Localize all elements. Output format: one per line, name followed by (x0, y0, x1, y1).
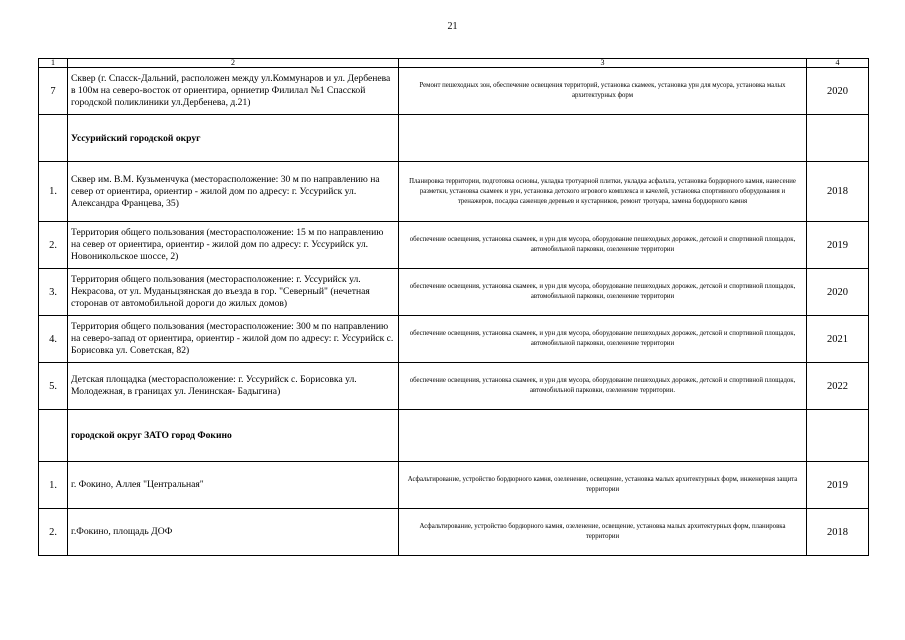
section-row (39, 115, 869, 162)
row-number: 4. (39, 316, 68, 363)
object-name: Сквер (г. Спасск-Дальний, расположен между ул.Коммунаров и ул. Дербенева в 100м на северо-восток от ориентира, орниетир Филилал №1 Спасской городской поликлиники ул.Дербенева, д.21) (68, 68, 399, 115)
row-number: 7 (39, 68, 68, 115)
works-description: обеспечение освещения, установка скамеек, и урн для мусора, оборудование пешеходных дорожек, детской и спортивной площадок, автомобильной парковки, озеленение территории. (399, 363, 807, 410)
column-header: 2 (68, 59, 399, 68)
works-description: обеспечение освещения, установка скамеек, и урн для мусора, оборудование пешеходных дорожек, детской и спортивной площадок, автомобильной парковки, озеленение территории (399, 269, 807, 316)
object-name: Сквер им. В.М. Кузьменчука (месторасположение: 30 м по направлению на север от ориентира, ориентир - жилой дом по адресу: г. Уссурийск ул. Александра Францева, 35) (68, 162, 399, 222)
row-number: 5. (39, 363, 68, 410)
table-row (39, 222, 869, 269)
row-number: 3. (39, 269, 68, 316)
works-description: Планировка территории, подготовка основы, укладка тротуарной плитки, укладка асфальта, установка бордюрного камня, нанесение разметки, установка скамеек и урн, установка детского игрового комплекса и качелей, установка спортивного оборудования и тренажеров, посадка саженцев деревьев и кустарников, ремонт тротуара, замена бордюрного камня (399, 162, 807, 222)
works-description: Асфальтирование, устройство бордюрного камня, озеленение, освещение, установка малых архитектурных форм, инженерная защита территории (399, 462, 807, 509)
column-header-row (39, 59, 869, 68)
year: 2019 (807, 222, 869, 269)
object-name: Территория общего пользования (месторасположение: 15 м по направлению на север от ориентира, ориентир - жилой дом по адресу: г. Уссурийск ул. Новоникольское шоссе, 2) (68, 222, 399, 269)
table-row (39, 269, 869, 316)
object-name: г.Фокино, площадь ДОФ (68, 509, 399, 556)
year: 2020 (807, 68, 869, 115)
object-name: г. Фокино, Аллея "Центральная" (68, 462, 399, 509)
year: 2020 (807, 269, 869, 316)
section-row (39, 410, 869, 462)
column-header: 4 (807, 59, 869, 68)
object-name: Территория общего пользования (месторасположение: г. Уссурийск ул. Некрасова, от ул. Муданьцзянская до въезда в гор. "Северный" (нечетная сторонав от автомобильной дороги до жилых домов) (68, 269, 399, 316)
table-row (39, 363, 869, 410)
row-number: 1. (39, 162, 68, 222)
year: 2018 (807, 162, 869, 222)
improvement-table (38, 58, 869, 556)
table-row (39, 162, 869, 222)
row-number: 2. (39, 222, 68, 269)
row-number: 1. (39, 462, 68, 509)
section-title: Уссурийский городской округ (68, 115, 399, 162)
table-row (39, 462, 869, 509)
works-description: Ремонт пешеходных зон, обеспечение освещения территорий, установка скамеек, установка урн для мусора, установка малых архитектурных форм (399, 68, 807, 115)
works-description: обеспечение освещения, установка скамеек, и урн для мусора, оборудование пешеходных дорожек, детской и спортивной площадок, автомобильной парковки, озеленение территории (399, 316, 807, 363)
works-description: обеспечение освещения, установка скамеек, и урн для мусора, оборудование пешеходных дорожек, детской и спортивной площадок, автомобильной парковки, озеленение территории (399, 222, 807, 269)
table-row (39, 316, 869, 363)
works-description: Асфальтирование, устройство бордюрного камня, озеленение, освещение, установка малых архитектурных форм, планировка территории (399, 509, 807, 556)
year: 2018 (807, 509, 869, 556)
column-header: 3 (399, 59, 807, 68)
table-row (39, 68, 869, 115)
object-name: Территория общего пользования (месторасположение: 300 м по направлению на северо-запад от ориентира, ориентир - жилой дом по адресу: г. Уссурийск с. Борисовка ул. Советская, 82) (68, 316, 399, 363)
year: 2021 (807, 316, 869, 363)
column-header: 1 (39, 59, 68, 68)
section-title: городской округ ЗАТО город Фокино (68, 410, 399, 462)
table-row (39, 509, 869, 556)
year: 2022 (807, 363, 869, 410)
row-number: 2. (39, 509, 68, 556)
year: 2019 (807, 462, 869, 509)
page-number: 21 (447, 21, 458, 32)
object-name: Детская площадка (месторасположение: г. Уссурийск с. Борисовка ул. Молодежная, в границах ул. Ленинская- Бадыгина) (68, 363, 399, 410)
